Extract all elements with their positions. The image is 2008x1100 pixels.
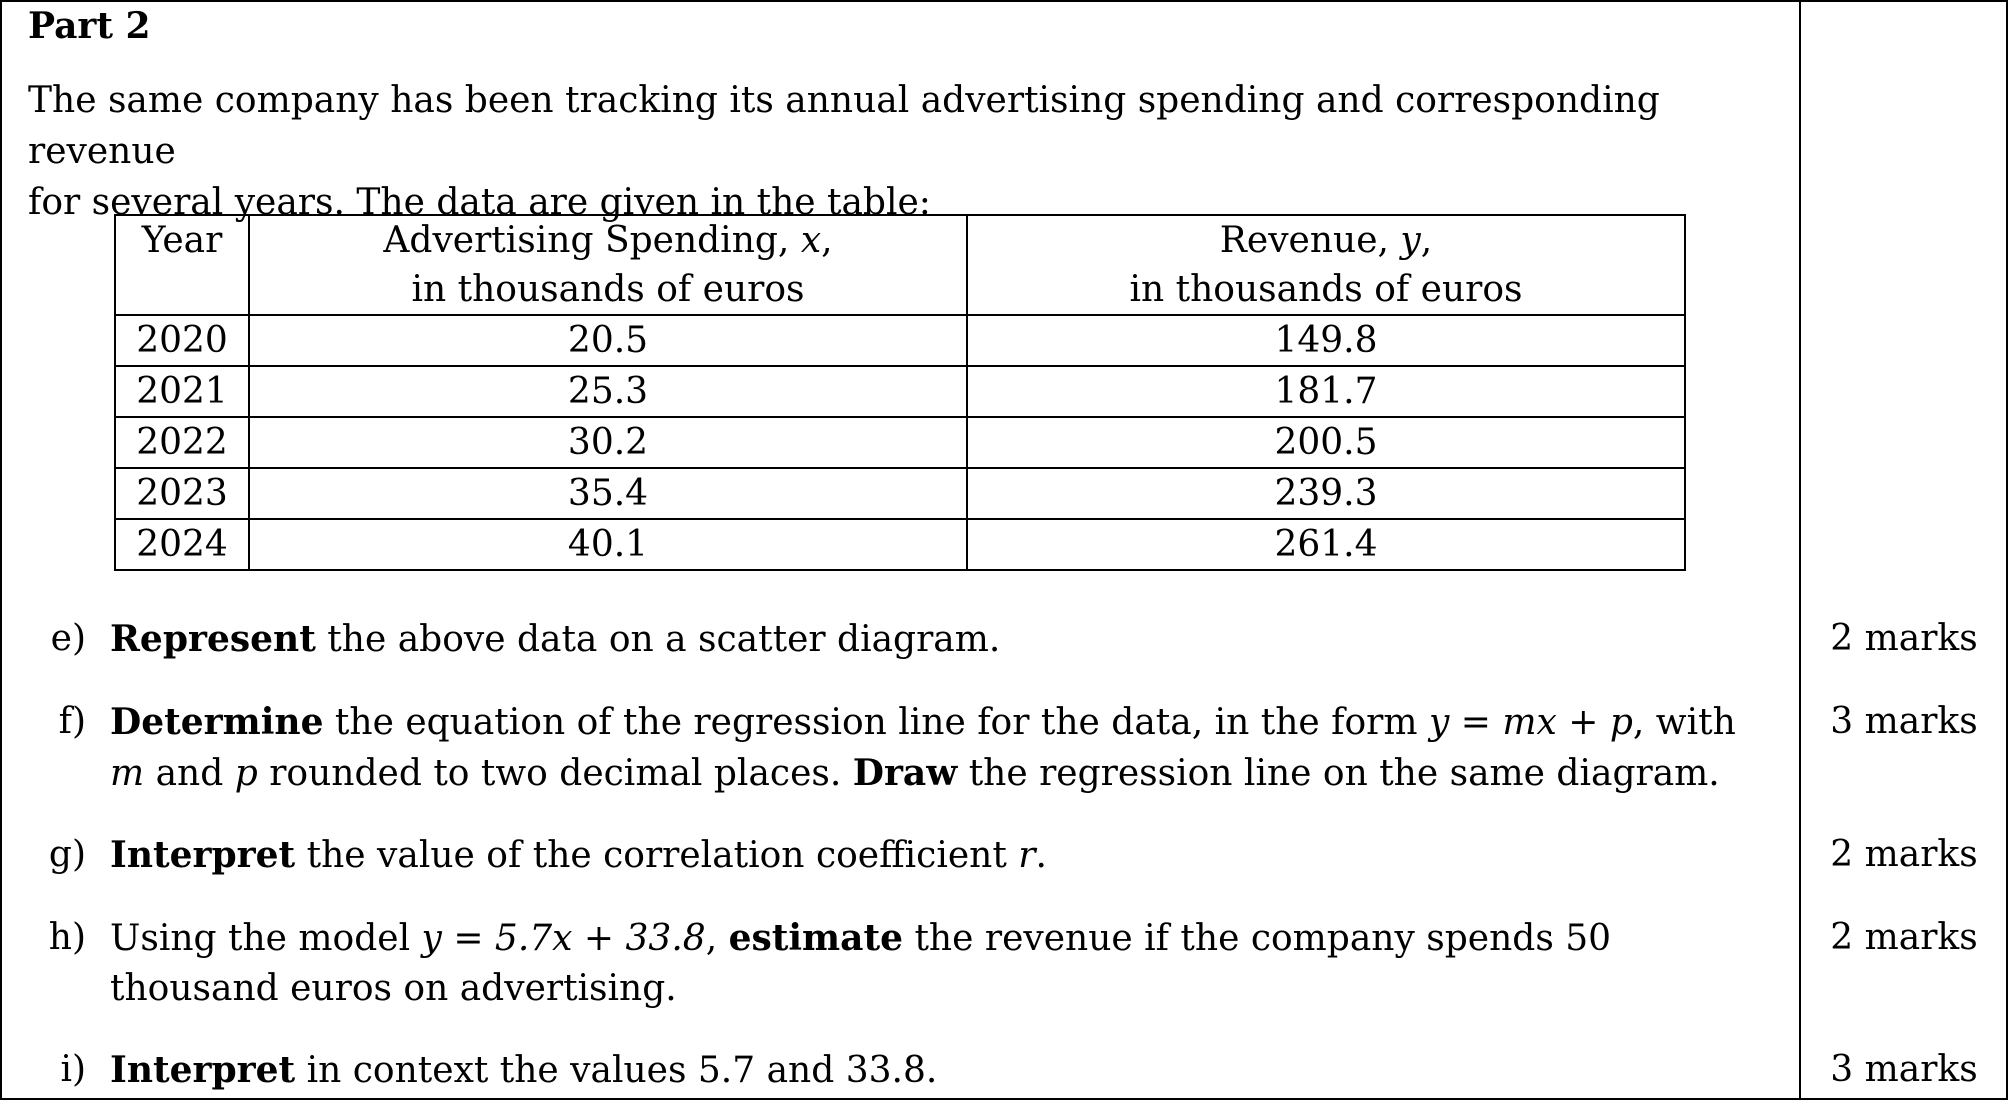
equation-form: y = mx + p — [1428, 702, 1633, 743]
variable-m: m — [110, 753, 145, 794]
cell-year: 2021 — [115, 366, 249, 417]
header-x-comma: , — [821, 220, 833, 261]
question-text — [110, 614, 1780, 665]
table-row — [115, 468, 1685, 519]
question-keyword: Determine — [110, 701, 324, 743]
table-row — [115, 417, 1685, 468]
header-revenue — [967, 215, 1685, 315]
question-label: h) — [48, 917, 86, 958]
cell-y: 149.8 — [967, 315, 1685, 366]
question-body: the revenue if the company spends 50 thousand euros on advertising. — [110, 918, 1612, 1009]
cell-y: 200.5 — [967, 417, 1685, 468]
marks-h: 2 marks — [1830, 917, 1978, 958]
question-keyword: Interpret — [110, 834, 296, 876]
question-label: g) — [48, 834, 86, 875]
cell-x: 40.1 — [249, 519, 967, 570]
table-row — [115, 315, 1685, 366]
question-body: Using the model — [110, 918, 422, 959]
header-y-comma: , — [1420, 220, 1433, 261]
header-x-variable: x — [800, 220, 822, 261]
equation-model: y = 5.7x + 33.8 — [421, 918, 706, 959]
question-keyword: Represent — [110, 618, 316, 660]
question-body: the above data on a scatter diagram. — [315, 619, 1001, 660]
cell-year: 2024 — [115, 519, 249, 570]
question-body: . — [1035, 835, 1047, 876]
question-body: rounded to two decimal places. — [257, 753, 853, 794]
header-advertising-spending — [249, 215, 967, 315]
question-keyword: estimate — [728, 917, 904, 959]
cell-year: 2020 — [115, 315, 249, 366]
question-body: and — [144, 753, 235, 794]
cell-x: 30.2 — [249, 417, 967, 468]
cell-y: 261.4 — [967, 519, 1685, 570]
question-body: in context the values 5.7 and 33.8. — [295, 1050, 938, 1091]
question-body: the value of the correlation coefficient — [295, 835, 1019, 876]
question-keyword: Interpret — [110, 1049, 296, 1091]
table-header-row — [115, 215, 1685, 315]
question-text — [110, 830, 1780, 881]
variable-p: p — [234, 753, 258, 794]
variable-r: r — [1018, 835, 1036, 876]
data-table — [114, 214, 1686, 571]
intro-line-2: for several years. The data are given in the table: — [28, 182, 931, 223]
cell-x: 20.5 — [249, 315, 967, 366]
cell-year: 2022 — [115, 417, 249, 468]
question-body: the equation of the regression line for the data, in the form — [323, 702, 1429, 743]
table-row — [115, 519, 1685, 570]
question-text — [110, 1045, 1780, 1096]
question-label: f) — [58, 701, 86, 742]
header-y-variable: y — [1400, 220, 1421, 261]
cell-x: 35.4 — [249, 468, 967, 519]
intro-line-1: The same company has been tracking its annual advertising spending and corresponding revenue — [28, 80, 1660, 172]
question-label: i) — [60, 1049, 86, 1090]
question-body: the regression line on the same diagram. — [957, 753, 1720, 794]
question-keyword: Draw — [852, 752, 958, 794]
marks-f: 3 marks — [1830, 701, 1978, 742]
question-body: , with — [1632, 702, 1736, 743]
marks-e: 2 marks — [1830, 618, 1978, 659]
table-row — [115, 366, 1685, 417]
question-text — [110, 697, 1780, 799]
header-x-label: Advertising Spending, — [383, 220, 801, 261]
question-text — [110, 913, 1780, 1014]
header-y-unit: in thousands of euros — [1129, 269, 1523, 310]
cell-x: 25.3 — [249, 366, 967, 417]
question-label: e) — [50, 618, 86, 659]
header-year: Year — [115, 215, 249, 315]
cell-y: 239.3 — [967, 468, 1685, 519]
marks-i: 3 marks — [1830, 1049, 1978, 1090]
header-x-unit: in thousands of euros — [411, 269, 805, 310]
cell-year: 2023 — [115, 468, 249, 519]
intro-text — [28, 75, 1778, 228]
question-body: , — [705, 918, 729, 959]
part-title: Part 2 — [28, 5, 151, 47]
cell-y: 181.7 — [967, 366, 1685, 417]
header-y-label: Revenue, — [1219, 220, 1401, 261]
marks-g: 2 marks — [1830, 834, 1978, 875]
